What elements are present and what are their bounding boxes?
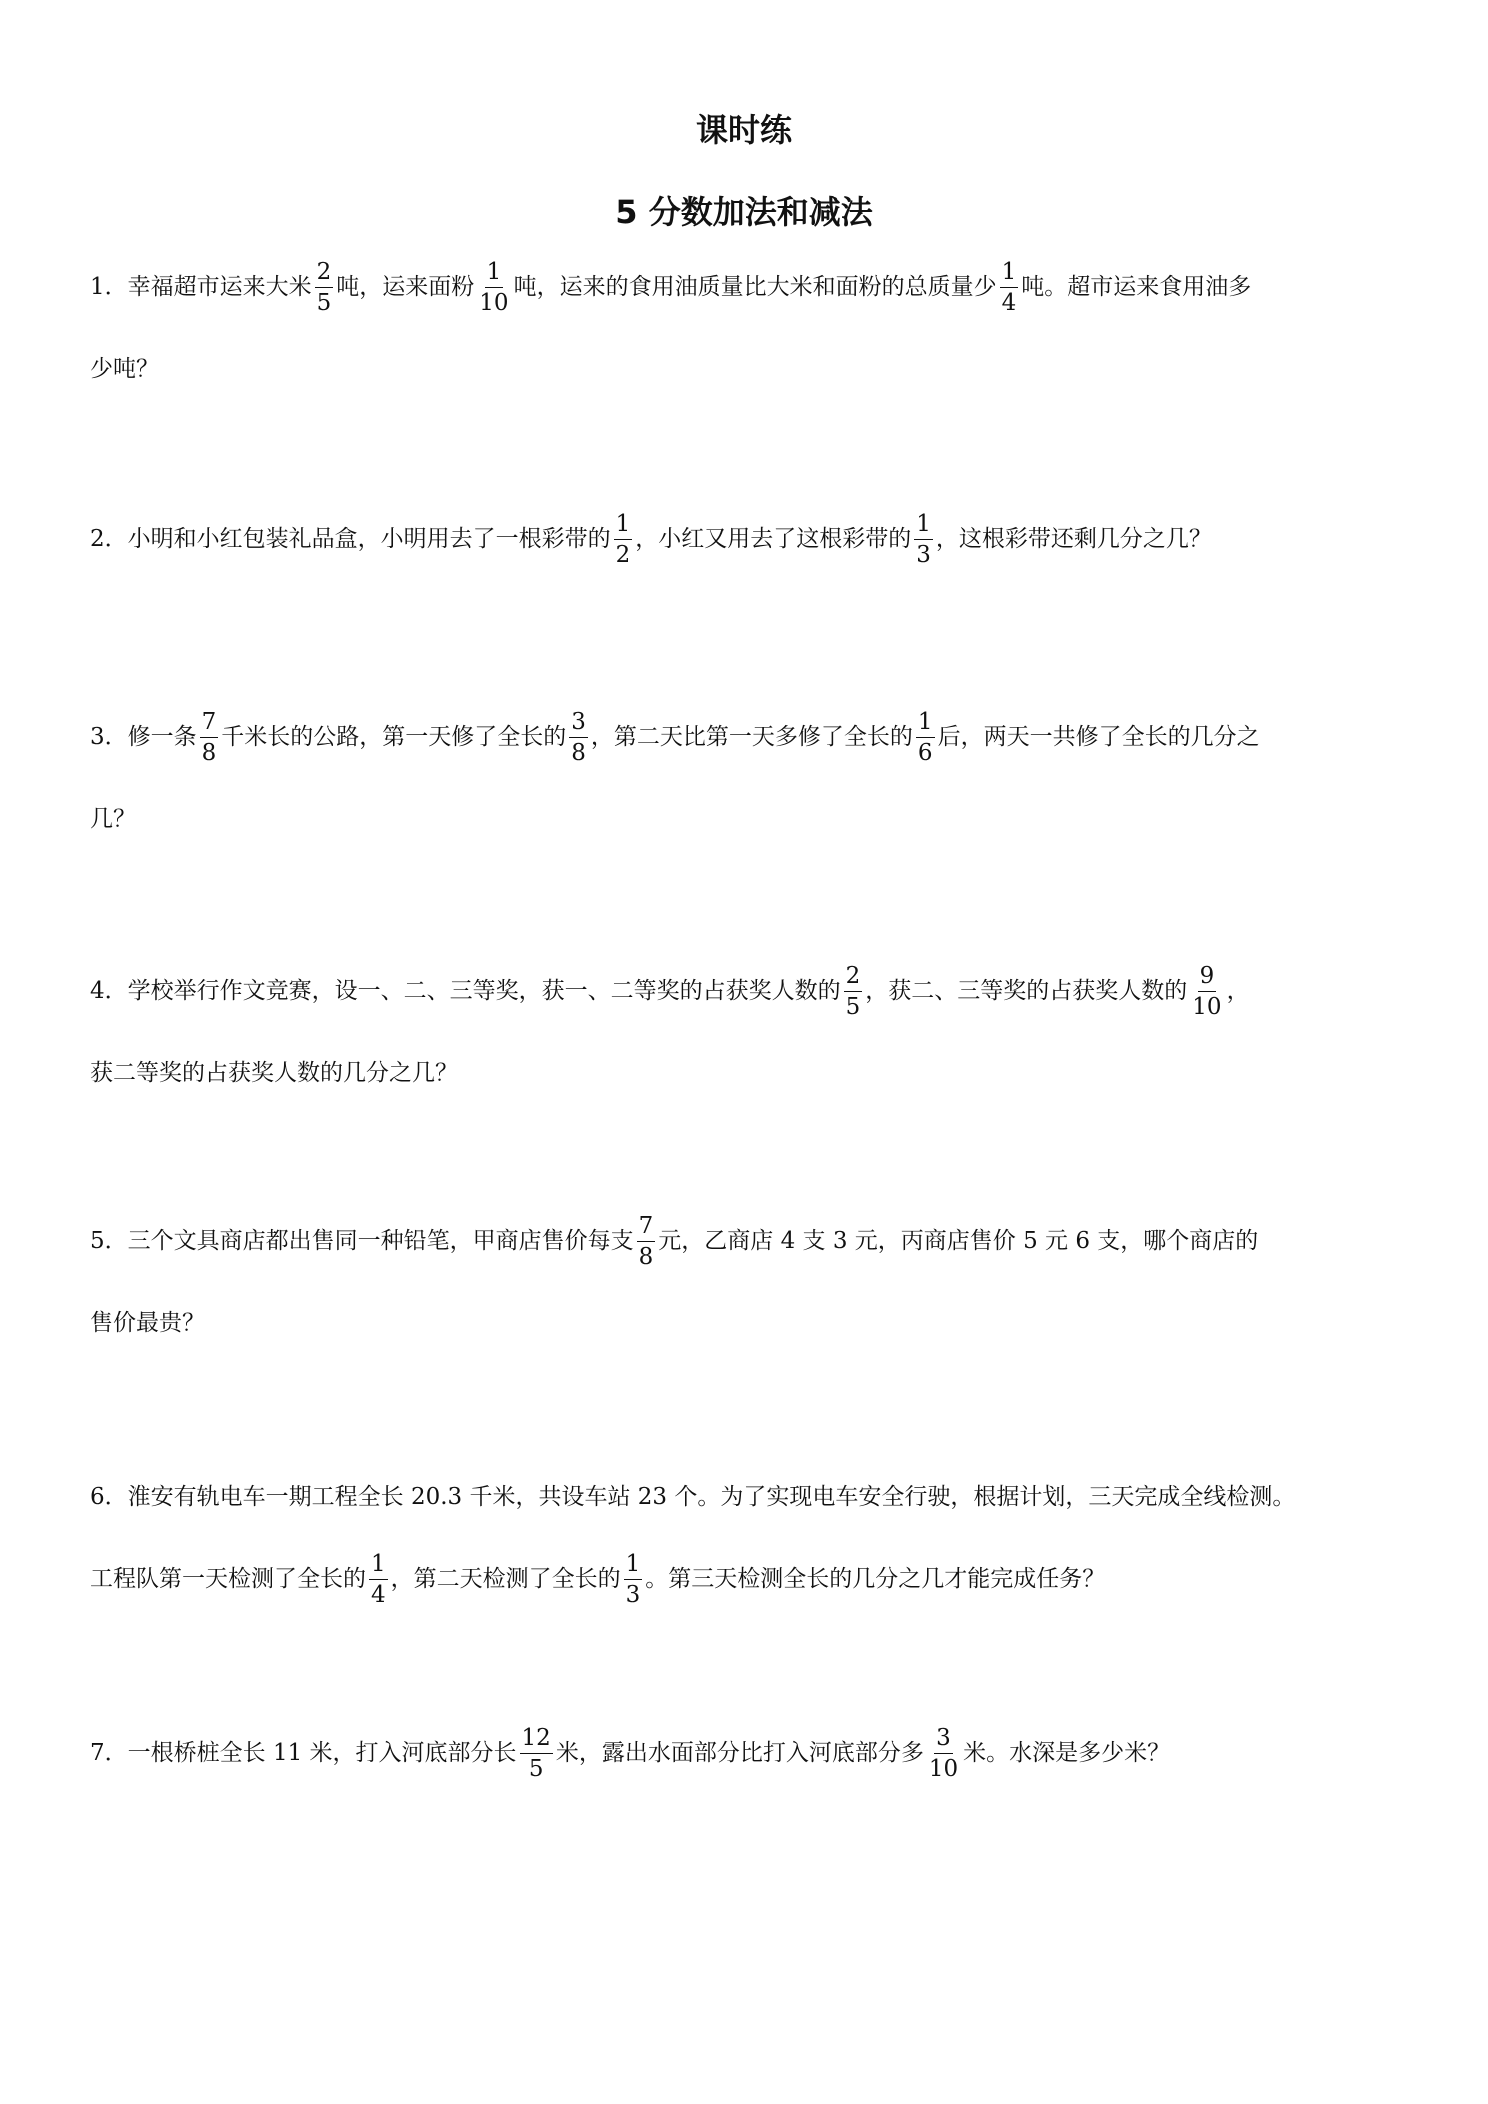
fraction: $\frac{1}{3}$ [625, 1551, 641, 1608]
question-text: ，这根彩带还剩几分之几？ [935, 526, 1212, 552]
fraction: $\frac{1}{4}$ [1001, 259, 1017, 316]
question-6 [90, 1456, 1410, 1620]
question-text: 获二等奖的占获奖人数的几分之几？ [90, 1060, 458, 1086]
question-text: 后，两天一共修了全长的几分之 [937, 724, 1260, 750]
question-number: 6． [90, 1484, 128, 1510]
fraction: $\frac{1}{10}$ [479, 259, 509, 316]
question-text: 几？ [90, 806, 136, 832]
question-number: 2． [90, 526, 128, 552]
question-text: 学校举行作文竞赛，设一、二、三等奖，获一、二等奖的占获奖人数的 [127, 978, 841, 1004]
fraction: $\frac{1}{3}$ [916, 511, 931, 568]
question-7 [90, 1712, 1410, 1794]
fraction: $\frac{1}{4}$ [371, 1551, 386, 1608]
question-text: 吨，运来的食用油质量比大米和面粉的总质量少 [513, 274, 997, 300]
question-2 [90, 498, 1410, 580]
question-5 [90, 1200, 1410, 1364]
question-text: 工程队第一天检测了全长的 [90, 1566, 366, 1592]
question-text: 。第三天检测全长的几分之几才能完成任务？ [645, 1566, 1106, 1592]
question-text: ，第二天检测了全长的 [390, 1566, 621, 1592]
fraction: $\frac{9}{10}$ [1192, 963, 1222, 1020]
question-text: 米，露出水面部分比打入河底部分多 [555, 1740, 924, 1766]
question-text: 吨，运来面粉 [336, 274, 475, 300]
question-text: 千米长的公路，第一天修了全长的 [221, 724, 567, 750]
fraction: $\frac{3}{10}$ [928, 1725, 959, 1782]
question-text: 少吨？ [90, 356, 159, 382]
fraction: $\frac{1}{2}$ [615, 511, 631, 568]
question-text: 售价最贵？ [90, 1310, 205, 1336]
question-text: 吨。超市运来食用油多 [1021, 274, 1252, 300]
fraction: $\frac{1}{6}$ [917, 709, 933, 766]
fraction: $\frac{12}{5}$ [521, 1725, 551, 1782]
question-text: ， [1226, 978, 1250, 1004]
fraction: $\frac{3}{8}$ [571, 709, 586, 766]
page-title: 课时练 [695, 111, 792, 149]
page-subtitle: 5 分数加法和减法 [615, 193, 873, 231]
question-text: 幸福超市运来大米 [127, 274, 312, 300]
question-text: 元，乙商店 4 支 3 元，丙商店售价 5 元 6 支，哪个商店的 [658, 1228, 1259, 1254]
question-number: 4． [90, 978, 128, 1004]
question-text: 米。水深是多少米？ [963, 1740, 1171, 1766]
question-3 [90, 696, 1410, 860]
question-number: 1． [90, 274, 128, 300]
question-1 [90, 246, 1410, 410]
fraction: $\frac{7}{8}$ [638, 1213, 654, 1270]
question-text: 三个文具商店都出售同一种铅笔，甲商店售价每支 [127, 1228, 634, 1254]
fraction: $\frac{2}{5}$ [316, 259, 332, 316]
question-text: 淮安有轨电车一期工程全长 20.3 千米，共设车站 23 个。为了实现电车安全行驶，根据计划，三天完成全线检测。 [127, 1484, 1296, 1510]
question-text: 修一条 [127, 724, 197, 750]
question-4 [90, 950, 1410, 1114]
question-text: 一根桥桩全长 11 米，打入河底部分长 [127, 1740, 517, 1766]
question-number: 3． [90, 724, 128, 750]
question-text: 小明和小红包装礼品盒，小明用去了一根彩带的 [127, 526, 611, 552]
question-text: ，小红又用去了这根彩带的 [635, 526, 912, 552]
question-number: 7． [90, 1740, 128, 1766]
question-number: 5． [90, 1228, 128, 1254]
fraction: $\frac{7}{8}$ [201, 709, 217, 766]
question-text: ，第二天比第一天多修了全长的 [590, 724, 913, 750]
fraction: $\frac{2}{5}$ [845, 963, 861, 1020]
question-text: ，获二、三等奖的占获奖人数的 [865, 978, 1188, 1004]
